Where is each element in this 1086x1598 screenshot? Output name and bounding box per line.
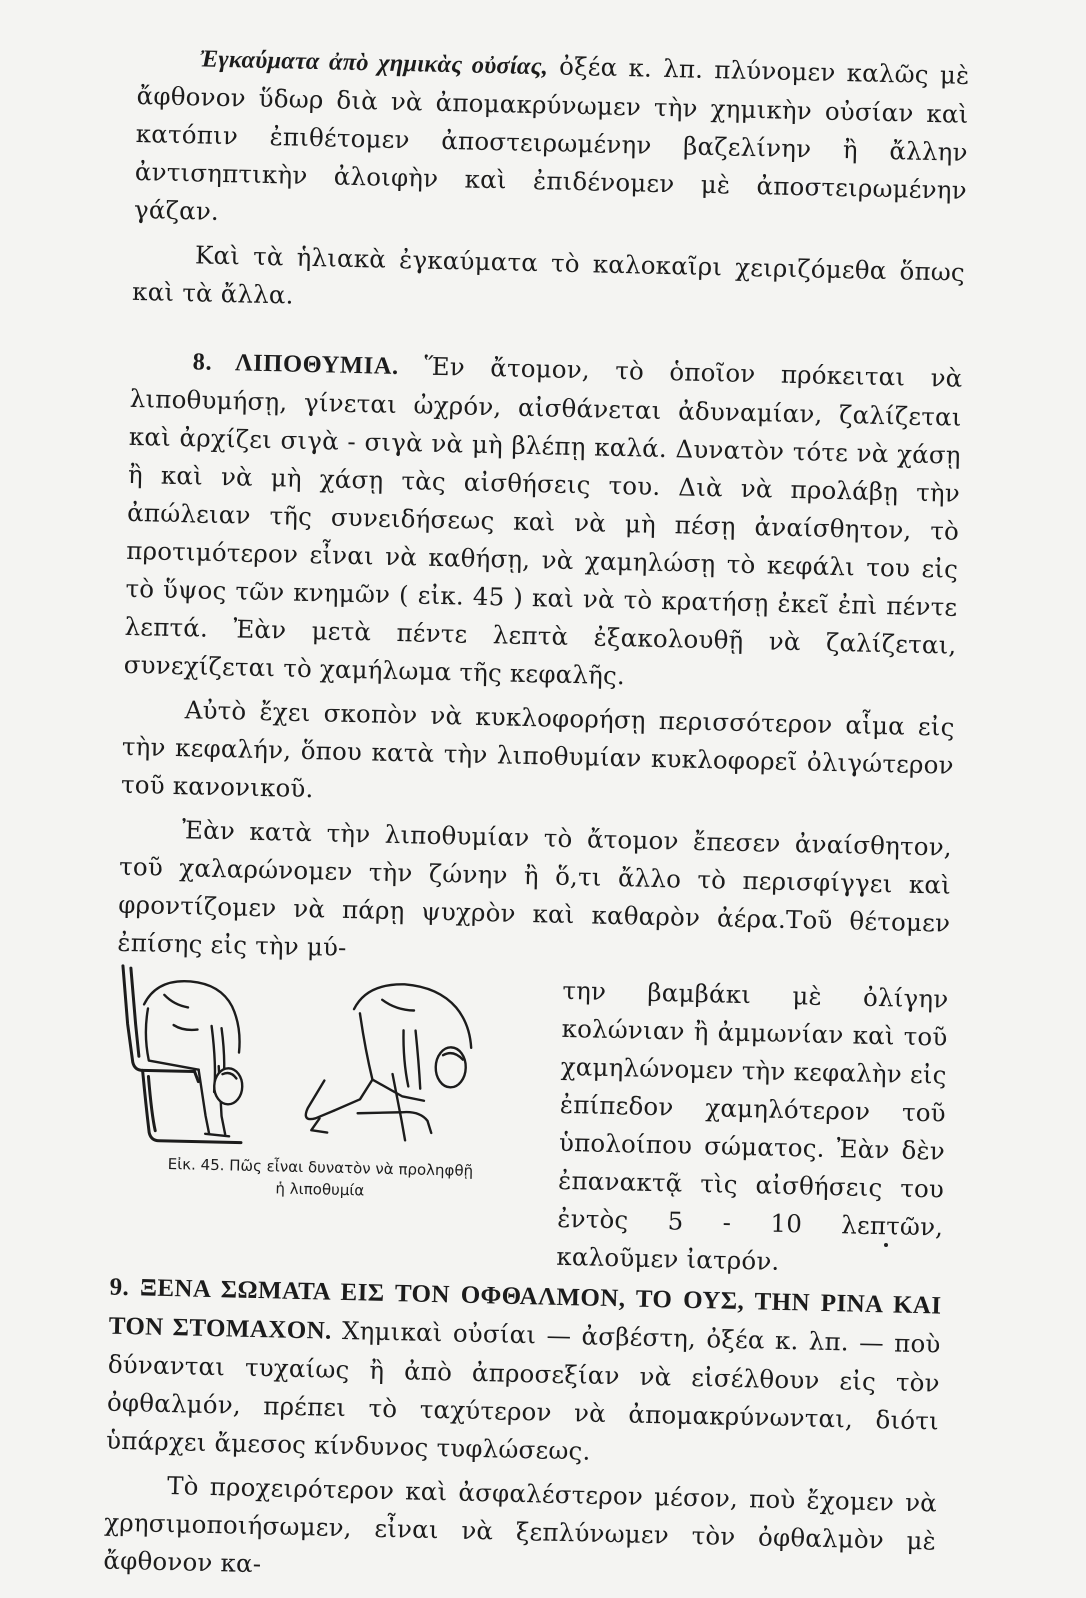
paragraph-chemical-burns bbox=[134, 38, 970, 248]
caption-line-1: Εἰκ. 45. Πῶς εἶναι δυνατὸν νὰ προληφθῇ bbox=[167, 1154, 474, 1180]
kneeling-person-icon bbox=[305, 982, 472, 1142]
figure-wrap bbox=[110, 962, 949, 1281]
section8-text: Ἕν ἄτομον, τὸ ὁποῖον πρόκειται νὰ λιποθυμήσῃ, γίνεται ὠχρόν, αἰσθάνεται ἀδυναμίαν, ζαλίζεται καὶ ἀρχίζει σιγὰ - σιγὰ νὰ μὴ βλέπῃ καλά. Δυνατὸν τότε νὰ χάσῃ ἢ καὶ νὰ μὴ χάσῃ τὰς αἰσθήσεις του. Διὰ νὰ προλάβῃ τὴν ἀπώλειαν τῆς συνειδήσεως καὶ νὰ μὴ πέσῃ ἀναίσθητον, τὸ προτιμότερον εἶναι νὰ καθήσῃ, νὰ χαμηλώσῃ τὸ κεφάλι του εἰς τὸ ὕψος τῶν κνημῶν ( εἰκ. 45 ) καὶ νὰ τὸ κρατήσῃ ἐκεῖ ἐπὶ πέντε λεπτά. Ἐὰν μετὰ πέντε λεπτὰ ἐξακολουθῇ νὰ ζαλίζεται, συνεχίζεται τὸ χαμήλωμα τῆς κεφαλῆς. bbox=[123, 351, 963, 691]
paragraph-section8-intro bbox=[123, 341, 963, 703]
chemical-burns-lead: Ἐγκαύματα ἀπὸ χημικὰς οὐσίας, bbox=[199, 45, 549, 81]
print-speck bbox=[884, 1243, 888, 1247]
paragraph-section8-unconscious: Ἐὰν κατὰ τὴν λιποθυμίαν τὸ ἄτομον ἔπεσεν ἀναίσθητον, τοῦ χαλαρώνομεν τὴν ζώνην ἢ ὅ,τι ἄλλο τὸ περισφίγγει καὶ φροντίζομεν νὰ πάρῃ ψυχρὸν καὶ καθαρὸν ἀέρα.Τοῦ θέτομεν ἐπίσης εἰς τὴν μύ- bbox=[117, 815, 953, 962]
paragraph-sun-burns: Καὶ τὰ ἡλιακὰ ἐγκαύματα τὸ καλοκαῖρι χειριζόμεθα ὅπως καὶ τὰ ἄλλα. bbox=[131, 240, 966, 310]
section8-heading: 8. ΛΙΠΟΘΥΜΙΑ. bbox=[192, 348, 400, 380]
paragraph-section8-circulation: Αὐτὸ ἔχει σκοπὸν νὰ κυκλοφορήσῃ περισσότερον αἷμα εἰς τὴν κεφαλήν, ὅπου κατὰ τὴν λιποθυμίαν κυκλοφορεῖ ὀλιγώτερον τοῦ κανονικοῦ. bbox=[120, 695, 955, 804]
paragraph-section9-intro bbox=[106, 1268, 942, 1479]
seated-person-icon bbox=[141, 980, 244, 1136]
chemical-burns-text: ὀξέα κ. λπ. πλύνομεν καλῶς μὲ ἄφθονον ὕδωρ διὰ νὰ ἀπομακρύνωμεν τὴν χημικὴν οὐσίαν καὶ κατόπιν ἐπιθέτομεν ἀποστειρωμένην βαζελίνην ἢ ἄλλην ἀντισηπτικὴν ἀλοιφὴν καὶ ἐπιδένομεν μὲ ἀποστειρωμένην γάζαν. bbox=[133, 51, 970, 226]
paragraph-section8-continuation: την βαμβάκι μὲ ὀλίγην κολώνιαν ἢ ἀμμωνίαν καὶ τοῦ χαμηλώνομεν τὴν κεφαλὴν εἰς ἐπίπεδον χαμηλότερον τοῦ ὑπολοίπου σώματος. Ἐὰν δὲν ἐπανακτᾷ τὶς αἰσθήσεις του ἐντὸς 5 - 10 λεπτῶν, καλοῦμεν ἰατρόν. bbox=[556, 975, 949, 1276]
paragraph-section9-rinse: Τὸ προχειρότερον καὶ ἀσφαλέστερον μέσον, ποὺ ἔχομεν νὰ χρησιμοποιήσωμεν, εἶναι νὰ ξεπλύνωμεν τὸν ὀφθαλμὸν μὲ ἄφθονον κα- bbox=[103, 1471, 938, 1579]
section9-heading: 9. ΞΕΝΑ ΣΩΜΑΤΑ ΕΙΣ ΤΟΝ ΟΦΘΑΛΜΟΝ, ΤΟ ΟΥΣ, ΤΗΝ ΡΙΝΑ ΚΑΙ ΤΟΝ ΣΤΟΜΑΧΟΝ. bbox=[108, 1273, 942, 1345]
caption-line-2: ἡ λιποθυμία bbox=[275, 1179, 365, 1200]
figure-side-text bbox=[556, 972, 949, 1285]
chair-icon bbox=[119, 966, 245, 1143]
text-column bbox=[103, 38, 970, 1598]
fainting-prevention-illustration bbox=[101, 963, 541, 1159]
section9-text: Χημικαὶ οὐσίαι — ἀσβέστη, ὀξέα κ. λπ. — ποὺ δύνανται τυχαίως ἢ ἀπὸ ἀπροσεξίαν νὰ εἰσέλθουν εἰς τὸν ὀφθαλμόν, πρέπει τὸ ταχύτερον νὰ ἀπομακρύνωνται, διότι ὑπάρχει ἄμεσος κίνδυνος τυφλώσεως. bbox=[105, 1315, 941, 1466]
